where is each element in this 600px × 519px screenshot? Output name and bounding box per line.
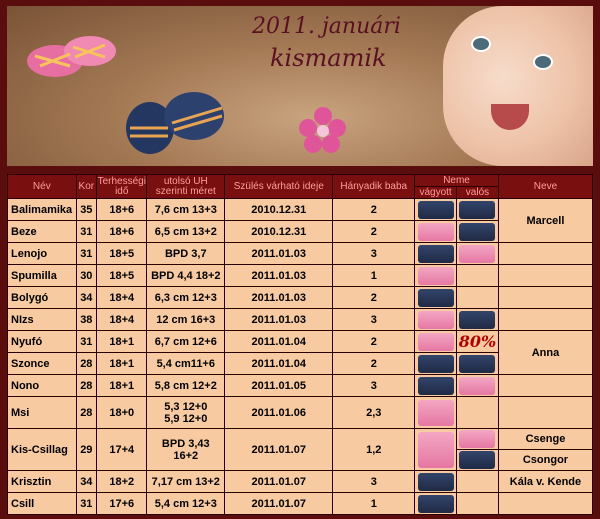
cell-name: Bolygó	[8, 287, 77, 309]
cell-weeks: 18+2	[97, 471, 147, 493]
cell-gender-wanted	[415, 331, 457, 353]
cell-due: 2011.01.07	[225, 493, 333, 515]
cell-gender-wanted	[415, 309, 457, 331]
cell-nth: 2	[333, 331, 415, 353]
cell-age: 34	[76, 287, 96, 309]
cell-uh: 6,5 cm 13+2	[147, 221, 225, 243]
baby-mouth	[491, 104, 529, 130]
cell-gender-real	[457, 287, 499, 309]
boy-shoe-icon	[459, 451, 495, 469]
cell-uh	[147, 429, 225, 471]
cell-gender-real	[457, 375, 499, 397]
cell-gender-real	[457, 429, 499, 450]
cell-nth: 1	[333, 493, 415, 515]
cell-nth: 2	[333, 353, 415, 375]
girl-shoe-icon	[418, 333, 454, 351]
banner-image	[7, 6, 593, 166]
cell-gender-wanted	[415, 493, 457, 515]
cell-name: Szonce	[8, 353, 77, 375]
girl-shoe-icon	[418, 311, 454, 329]
girl-shoe-icon	[459, 377, 495, 395]
cell-due: 2010.12.31	[225, 199, 333, 221]
cell-uh: 6,7 cm 12+6	[147, 331, 225, 353]
cell-uh: BPD 3,7	[147, 243, 225, 265]
cell-due: 2010.12.31	[225, 221, 333, 243]
cell-weeks: 18+1	[97, 375, 147, 397]
banner	[0, 0, 600, 170]
cell-age: 28	[76, 353, 96, 375]
cell-weeks: 18+0	[97, 397, 147, 429]
cell-uh	[147, 397, 225, 429]
cell-baby-name	[498, 397, 592, 429]
girl-shoe-icon	[459, 245, 495, 263]
table-row	[8, 331, 593, 353]
cell-gender-wanted	[415, 199, 457, 221]
header-name: Név	[8, 175, 77, 199]
cell-name: Balimamika	[8, 199, 77, 221]
table-row	[8, 199, 593, 221]
cell-gender-wanted	[415, 287, 457, 309]
cell-baby-name: Marcell	[498, 199, 592, 243]
cell-gender-real	[457, 199, 499, 221]
cell-uh-line2: 16+2	[173, 449, 199, 462]
cell-gender-wanted	[415, 353, 457, 375]
cell-name: Beze	[8, 221, 77, 243]
cell-nth: 2	[333, 287, 415, 309]
cell-baby-name	[498, 287, 592, 309]
cell-nth: 3	[333, 309, 415, 331]
table-row	[8, 287, 593, 309]
header-gender: Neme	[415, 175, 499, 187]
table-row	[8, 243, 593, 265]
cell-age: 29	[76, 429, 96, 471]
header-due: Szülés várható ideje	[225, 175, 333, 199]
cell-gender-real	[457, 265, 499, 287]
table-row	[8, 429, 593, 450]
cell-gender-real	[457, 309, 499, 331]
girl-shoe-icon	[418, 400, 454, 426]
cell-gender-real	[457, 397, 499, 429]
table-row	[8, 471, 593, 493]
cell-uh-line1: 5,3 12+0	[164, 400, 208, 413]
cell-name: Lenojo	[8, 243, 77, 265]
cell-uh: 5,4 cm 12+3	[147, 493, 225, 515]
boy-shoe-icon	[418, 473, 454, 491]
cell-due: 2011.01.06	[225, 397, 333, 429]
banner-title-line2: kismamik	[270, 44, 387, 72]
cell-weeks: 17+6	[97, 493, 147, 515]
cell-uh: 12 cm 16+3	[147, 309, 225, 331]
cell-uh: BPD 4,4 18+2	[147, 265, 225, 287]
cell-baby-name: Anna	[498, 331, 592, 375]
boy-shoe-icon	[459, 223, 495, 241]
cell-gender-real	[457, 471, 499, 493]
cell-age: 38	[76, 309, 96, 331]
baby-face-image	[443, 6, 593, 166]
cell-name: Nyufó	[8, 331, 77, 353]
cell-weeks: 18+5	[97, 265, 147, 287]
girl-shoe-icon	[418, 223, 454, 241]
boy-shoe-icon	[459, 201, 495, 219]
girl-shoe-icon	[418, 432, 454, 468]
header-gender-wanted: vágyott	[415, 187, 457, 199]
cell-weeks: 18+1	[97, 331, 147, 353]
cell-age: 31	[76, 221, 96, 243]
cell-name: Csill	[8, 493, 77, 515]
cell-age: 31	[76, 331, 96, 353]
table-row	[8, 309, 593, 331]
cell-name: NIzs	[8, 309, 77, 331]
cell-uh-line2: 5,9 12+0	[164, 412, 208, 425]
cell-baby-name: Kála v. Kende	[498, 471, 592, 493]
blue-baby-shoes-icon	[122, 78, 232, 158]
cell-uh: 7,17 cm 13+2	[147, 471, 225, 493]
cell-nth: 3	[333, 375, 415, 397]
cell-name: Krisztin	[8, 471, 77, 493]
cell-nth: 1,2	[333, 429, 415, 471]
cell-uh: 7,6 cm 13+3	[147, 199, 225, 221]
cell-gender-wanted	[415, 429, 457, 471]
cell-baby-name	[498, 243, 592, 265]
pink-flower-icon	[299, 106, 347, 154]
cell-due: 2011.01.05	[225, 375, 333, 397]
cell-weeks: 18+6	[97, 221, 147, 243]
girl-shoe-icon	[459, 430, 495, 448]
cell-due: 2011.01.07	[225, 471, 333, 493]
cell-baby-name	[498, 493, 592, 515]
cell-due: 2011.01.04	[225, 353, 333, 375]
cell-gender-real	[457, 331, 499, 353]
header-uh: utolsó UH szerinti méret	[147, 175, 225, 199]
pink-baby-shoes-icon	[25, 21, 120, 83]
boy-shoe-icon	[418, 355, 454, 373]
cell-nth: 2	[333, 199, 415, 221]
cell-weeks: 18+5	[97, 243, 147, 265]
cell-due: 2011.01.04	[225, 331, 333, 353]
header-weeks: Terhességi idő	[97, 175, 146, 197]
cell-uh-line1: BPD 3,43	[161, 437, 210, 450]
cell-age: 30	[76, 265, 96, 287]
header-nth: Hányadik baba	[333, 175, 415, 199]
gender-probability-text: 80%	[458, 332, 497, 351]
baby-eye	[471, 36, 491, 52]
cell-due: 2011.01.07	[225, 429, 333, 471]
cell-due: 2011.01.03	[225, 265, 333, 287]
table-row	[8, 493, 593, 515]
cell-gender-wanted	[415, 243, 457, 265]
header-gender-real: valós	[457, 187, 499, 199]
cell-baby-name	[498, 265, 592, 287]
header-age: Kor	[76, 175, 96, 199]
cell-uh: 6,3 cm 12+3	[147, 287, 225, 309]
cell-gender-real	[457, 243, 499, 265]
cell-age: 31	[76, 243, 96, 265]
cell-age: 28	[76, 397, 96, 429]
cell-gender-wanted	[415, 471, 457, 493]
table-row	[8, 265, 593, 287]
cell-due: 2011.01.03	[225, 243, 333, 265]
cell-nth: 2,3	[333, 397, 415, 429]
cell-name: Msi	[8, 397, 77, 429]
cell-gender-real	[457, 221, 499, 243]
boy-shoe-icon	[418, 245, 454, 263]
boy-shoe-icon	[418, 289, 454, 307]
cell-name: Nono	[8, 375, 77, 397]
boy-shoe-icon	[459, 311, 495, 329]
cell-age: 35	[76, 199, 96, 221]
cell-nth: 1	[333, 265, 415, 287]
cell-baby-name	[498, 309, 592, 331]
cell-gender-wanted	[415, 397, 457, 429]
cell-age: 34	[76, 471, 96, 493]
table-row	[8, 375, 593, 397]
boy-shoe-icon	[418, 377, 454, 395]
boy-shoe-icon	[418, 201, 454, 219]
cell-weeks: 18+1	[97, 353, 147, 375]
cell-weeks: 18+4	[97, 287, 147, 309]
cell-nth: 2	[333, 221, 415, 243]
cell-baby-name: Csongor	[498, 450, 592, 471]
cell-name: Kis-Csillag	[8, 429, 77, 471]
cell-baby-name	[498, 375, 592, 397]
cell-age: 31	[76, 493, 96, 515]
cell-due: 2011.01.03	[225, 287, 333, 309]
cell-gender-real	[457, 450, 499, 471]
boy-shoe-icon	[418, 495, 454, 513]
cell-gender-wanted	[415, 265, 457, 287]
cell-uh: 5,8 cm 12+2	[147, 375, 225, 397]
cell-due: 2011.01.03	[225, 309, 333, 331]
cell-baby-name: Csenge	[498, 429, 592, 450]
cell-name: Spumilla	[8, 265, 77, 287]
table-row	[8, 397, 593, 429]
cell-weeks: 17+4	[97, 429, 147, 471]
cell-gender-wanted	[415, 221, 457, 243]
kismamik-table	[7, 174, 593, 515]
cell-age: 28	[76, 375, 96, 397]
cell-uh: 5,4 cm11+6	[147, 353, 225, 375]
banner-title-line1: 2011. januári	[252, 14, 401, 39]
boy-shoe-icon	[459, 355, 495, 373]
header-baby-name: Neve	[498, 175, 592, 199]
cell-weeks: 18+4	[97, 309, 147, 331]
cell-gender-wanted	[415, 375, 457, 397]
girl-shoe-icon	[418, 267, 454, 285]
cell-nth: 3	[333, 243, 415, 265]
baby-eye	[533, 54, 553, 70]
cell-gender-real	[457, 353, 499, 375]
cell-gender-real	[457, 493, 499, 515]
cell-weeks: 18+6	[97, 199, 147, 221]
cell-nth: 3	[333, 471, 415, 493]
